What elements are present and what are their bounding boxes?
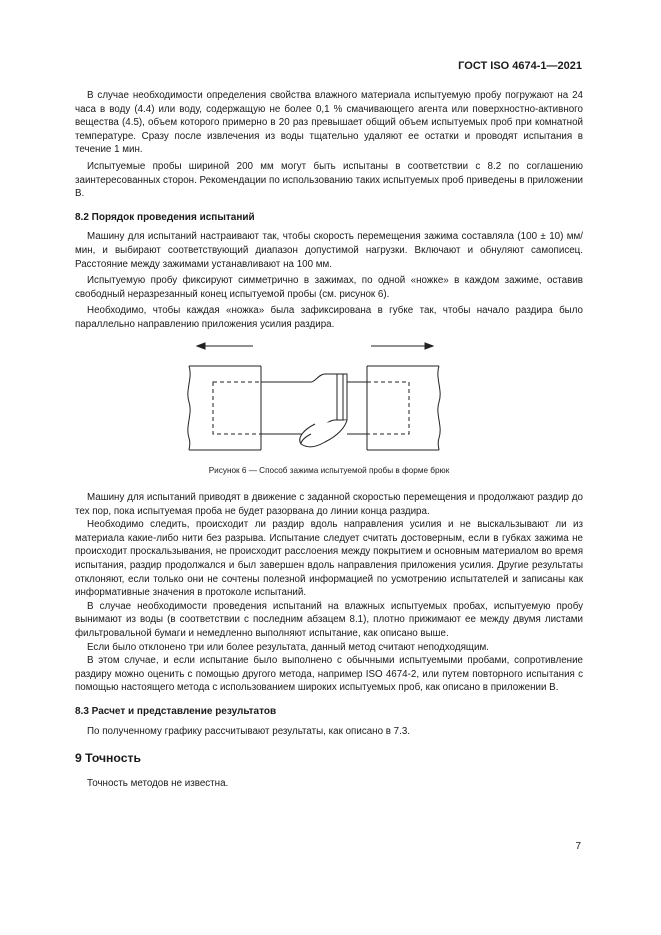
trouser-specimen: [261, 374, 367, 447]
section-8-2-heading: 8.2 Порядок проведения испытаний: [75, 211, 255, 223]
paragraph: Точность методов не известна.: [87, 777, 229, 789]
paragraph: Испытуемую пробу фиксируют симметрично в зажимах, по одной «ножке» в каждом зажиме, оставив свободный неразрезанный конец испытуемой пробы (см. рисунок 6).: [75, 275, 583, 300]
paragraph: Машину для испытаний настраивают так, чтобы скорость перемещения зажима составляла (100 ± 10) мм/мин, и выбирают соответствующий диапазон допустимой нагрузки. Включают и обнуляют самописец. Расстояние между зажимами устанавливают на 100 мм.: [75, 231, 583, 270]
right-clamp: [367, 366, 440, 450]
left-clamp: [188, 366, 261, 450]
paragraph: Необходимо, чтобы каждая «ножка» была зафиксирована в губке так, чтобы начало раздира было параллельно направлению приложения усилия раздира.: [75, 305, 583, 330]
paragraph: В этом случае, и если испытание было выполнено с обычными испытуемыми пробами, сопротивление раздиру можно оценить с помощью другого метода, например ISO 4674-2, или путем повторного испытания с помощью настоящего метода с использованием широких испытуемых проб, как описано в приложении В.: [75, 655, 583, 694]
paragraph: Если было отклонено три или более результата, данный метод считают неподходящим.: [87, 641, 489, 653]
paragraph: Необходимо следить, происходит ли раздир вдоль направления усилия и не выскальзывают ли из материала какие-либо нити без разрыва. Испытание следует считать достоверным, если в губках зажима не происходит проскальзывания, не происходит расслоения между покрытием и основным материалом во время испытания, раздир продолжался и был завершен вдоль направления приложения усилия. Другие результаты отклоняют, если только они не сочтены полезной информацией по усмотрению испытателей и записаны как информативные значения в протоколе испытаний.: [75, 519, 583, 599]
page-content: [75, 89, 583, 790]
paragraph: Испытуемые пробы шириной 200 мм могут быть испытаны в соответствии с 8.2 по соглашению заинтересованных сторон. Рекомендации по использованию таких испытуемых проб приведены в приложении В.: [75, 160, 583, 200]
trouser-specimen-diagram: [75, 338, 583, 456]
force-arrows-icon: [197, 343, 433, 349]
figure-6-clamping-diagram: [75, 338, 583, 456]
page-number: 7: [575, 841, 581, 852]
paragraph: По полученному графику рассчитывают результаты, как описано в 7.3.: [87, 725, 411, 737]
section-8-3-heading: 8.3 Расчет и представление результатов: [75, 706, 277, 717]
paragraph: Машину для испытаний приводят в движение с заданной скоростью перемещения и продолжают раздир до тех пор, пока испытуемая проба не будет разорвана до линии конца раздира.: [75, 492, 583, 517]
paragraph: В случае необходимости проведения испытаний на влажных испытуемых пробах, испытуемую пробу вынимают из воды (в соответствии с последним абзацем 8.1), плотно прижимают ее между двумя листами фильтровальной бумаги и немедленно выполняют испытание, как описано выше.: [75, 600, 583, 640]
section-9-heading: 9 Точность: [75, 751, 141, 766]
figure-caption: Рисунок 6 — Способ зажима испытуемой пробы в форме брюк: [208, 465, 450, 475]
document-code-header: ГОСТ ISO 4674-1—2021: [458, 60, 582, 72]
paragraph: В случае необходимости определения свойства влажного материала испытуемую пробу погружают на 24 часа в воду (4.4) или воду, содержащую не более 0,1 % смачивающего агента или поверхностно-активного вещества (4.5), объем которого примерно в 20 раз превышает общий объем испытуемых проб при комнатной температуре. Сразу после извлечения из воды тщательно удаляют ее остатки и проводят испытания в течение 1 мин.: [75, 90, 583, 156]
